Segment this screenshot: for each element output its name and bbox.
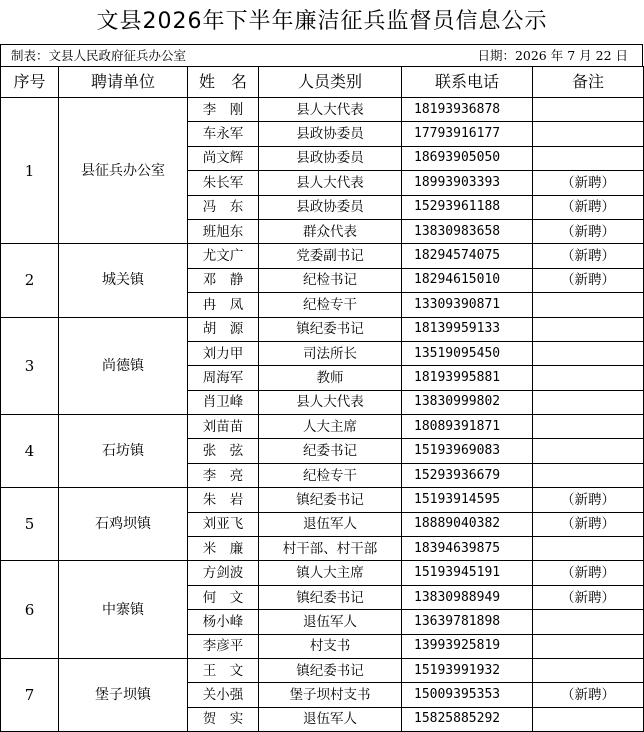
note-cell: [533, 98, 644, 122]
name-cell: 车永军: [188, 122, 259, 146]
phone-cell: 18394639875: [402, 537, 533, 561]
category-cell: 退伍军人: [259, 512, 402, 536]
note-cell: [533, 415, 644, 439]
note-cell: [533, 658, 644, 682]
note-cell: [533, 122, 644, 146]
name-cell: 周海军: [188, 366, 259, 390]
note-cell: （新聘）: [533, 488, 644, 512]
table-row: [1, 317, 644, 341]
category-cell: 纪检专干: [259, 463, 402, 487]
name-cell: 尚文辉: [188, 146, 259, 170]
name-cell: 王 文: [188, 658, 259, 682]
name-cell: 李 亮: [188, 463, 259, 487]
unit-cell: 石坊镇: [59, 415, 188, 488]
unit-cell: 城关镇: [59, 244, 188, 317]
table-row: [1, 98, 644, 122]
seq-cell: 2: [1, 244, 59, 317]
category-cell: 堡子坝村支书: [259, 683, 402, 707]
phone-cell: 13830999802: [402, 390, 533, 414]
category-cell: 纪委书记: [259, 439, 402, 463]
header-seq: 序号: [1, 67, 59, 98]
category-cell: 村支书: [259, 634, 402, 658]
header-phone: 联系电话: [402, 67, 533, 98]
phone-cell: 15825885292: [402, 707, 533, 731]
phone-cell: 18294615010: [402, 268, 533, 292]
name-cell: 冯 东: [188, 195, 259, 219]
category-cell: 人大主席: [259, 415, 402, 439]
seq-cell: 5: [1, 488, 59, 561]
category-cell: 司法所长: [259, 341, 402, 365]
phone-cell: 15193914595: [402, 488, 533, 512]
phone-cell: 15293961188: [402, 195, 533, 219]
table-row: [1, 488, 644, 512]
phone-cell: 18993903393: [402, 171, 533, 195]
name-cell: 冉 凤: [188, 293, 259, 317]
unit-cell: 石鸡坝镇: [59, 488, 188, 561]
phone-cell: 15009395353: [402, 683, 533, 707]
phone-cell: 18089391871: [402, 415, 533, 439]
note-cell: （新聘）: [533, 683, 644, 707]
phone-cell: 13830983658: [402, 219, 533, 243]
header-note: 备注: [533, 67, 644, 98]
phone-cell: 18889040382: [402, 512, 533, 536]
category-cell: 退伍军人: [259, 610, 402, 634]
page-title: 文县2026年下半年廉洁征兵监督员信息公示: [96, 9, 548, 34]
name-cell: 李 刚: [188, 98, 259, 122]
supervisor-table: [0, 66, 644, 732]
table-row: [1, 415, 644, 439]
note-cell: （新聘）: [533, 268, 644, 292]
phone-cell: 18693905050: [402, 146, 533, 170]
name-cell: 班旭东: [188, 219, 259, 243]
name-cell: 邓 静: [188, 268, 259, 292]
phone-cell: 18193936878: [402, 98, 533, 122]
note-cell: （新聘）: [533, 585, 644, 609]
note-cell: [533, 610, 644, 634]
header-category: 人员类别: [259, 67, 402, 98]
note-cell: [533, 317, 644, 341]
category-cell: 纪检书记: [259, 268, 402, 292]
meta-row: [0, 44, 643, 66]
name-cell: 关小强: [188, 683, 259, 707]
phone-cell: 15193991932: [402, 658, 533, 682]
category-cell: 纪检专干: [259, 293, 402, 317]
header-row: [1, 67, 644, 98]
note-cell: [533, 463, 644, 487]
note-cell: [533, 707, 644, 731]
category-cell: 县政协委员: [259, 146, 402, 170]
table-row: [1, 658, 644, 682]
phone-cell: 13993925819: [402, 634, 533, 658]
unit-cell: 县征兵办公室: [59, 98, 188, 244]
name-cell: 张 弦: [188, 439, 259, 463]
category-cell: 镇纪委书记: [259, 317, 402, 341]
note-cell: [533, 293, 644, 317]
name-cell: 尤文广: [188, 244, 259, 268]
table-row: [1, 561, 644, 585]
note-cell: [533, 341, 644, 365]
name-cell: 方剑波: [188, 561, 259, 585]
name-cell: 贺 实: [188, 707, 259, 731]
phone-cell: 13830988949: [402, 585, 533, 609]
note-cell: （新聘）: [533, 171, 644, 195]
table-row: [1, 244, 644, 268]
phone-cell: 15193969083: [402, 439, 533, 463]
category-cell: 党委副书记: [259, 244, 402, 268]
name-cell: 刘亚飞: [188, 512, 259, 536]
category-cell: 县人大代表: [259, 171, 402, 195]
name-cell: 米 廉: [188, 537, 259, 561]
phone-cell: 17793916177: [402, 122, 533, 146]
category-cell: 县政协委员: [259, 122, 402, 146]
category-cell: 村干部、村干部: [259, 537, 402, 561]
seq-cell: 1: [1, 98, 59, 244]
note-cell: [533, 537, 644, 561]
note-cell: （新聘）: [533, 512, 644, 536]
phone-cell: 13309390871: [402, 293, 533, 317]
category-cell: 县人大代表: [259, 390, 402, 414]
category-cell: 镇纪委书记: [259, 488, 402, 512]
name-cell: 李彦平: [188, 634, 259, 658]
phone-cell: 13639781898: [402, 610, 533, 634]
table-body: [1, 98, 644, 732]
name-cell: 朱长军: [188, 171, 259, 195]
date-label: 日期：2026 年 7 月 22 日: [477, 48, 628, 63]
name-cell: 朱 岩: [188, 488, 259, 512]
phone-cell: 18139959133: [402, 317, 533, 341]
header-unit: 聘请单位: [59, 67, 188, 98]
unit-cell: 中寨镇: [59, 561, 188, 659]
note-cell: （新聘）: [533, 195, 644, 219]
category-cell: 群众代表: [259, 219, 402, 243]
seq-cell: 4: [1, 415, 59, 488]
note-cell: [533, 634, 644, 658]
name-cell: 刘苗苗: [188, 415, 259, 439]
category-cell: 镇人大主席: [259, 561, 402, 585]
note-cell: （新聘）: [533, 219, 644, 243]
name-cell: 刘力甲: [188, 341, 259, 365]
phone-cell: 18294574075: [402, 244, 533, 268]
seq-cell: 7: [1, 658, 59, 731]
compiler-label: 制表：文县人民政府征兵办公室: [11, 48, 187, 63]
header-name: 姓 名: [188, 67, 259, 98]
phone-cell: 15193945191: [402, 561, 533, 585]
name-cell: 胡 源: [188, 317, 259, 341]
category-cell: 镇纪委书记: [259, 658, 402, 682]
category-cell: 教师: [259, 366, 402, 390]
unit-cell: 尚德镇: [59, 317, 188, 415]
note-cell: [533, 146, 644, 170]
phone-cell: 18193995881: [402, 366, 533, 390]
unit-cell: 堡子坝镇: [59, 658, 188, 731]
category-cell: 县人大代表: [259, 98, 402, 122]
seq-cell: 3: [1, 317, 59, 415]
seq-cell: 6: [1, 561, 59, 659]
note-cell: [533, 439, 644, 463]
category-cell: 县政协委员: [259, 195, 402, 219]
phone-cell: 13519095450: [402, 341, 533, 365]
note-cell: [533, 366, 644, 390]
note-cell: （新聘）: [533, 561, 644, 585]
name-cell: 肖卫峰: [188, 390, 259, 414]
category-cell: 退伍军人: [259, 707, 402, 731]
category-cell: 镇纪委书记: [259, 585, 402, 609]
note-cell: [533, 390, 644, 414]
name-cell: 杨小峰: [188, 610, 259, 634]
name-cell: 何 文: [188, 585, 259, 609]
phone-cell: 15293936679: [402, 463, 533, 487]
note-cell: （新聘）: [533, 244, 644, 268]
